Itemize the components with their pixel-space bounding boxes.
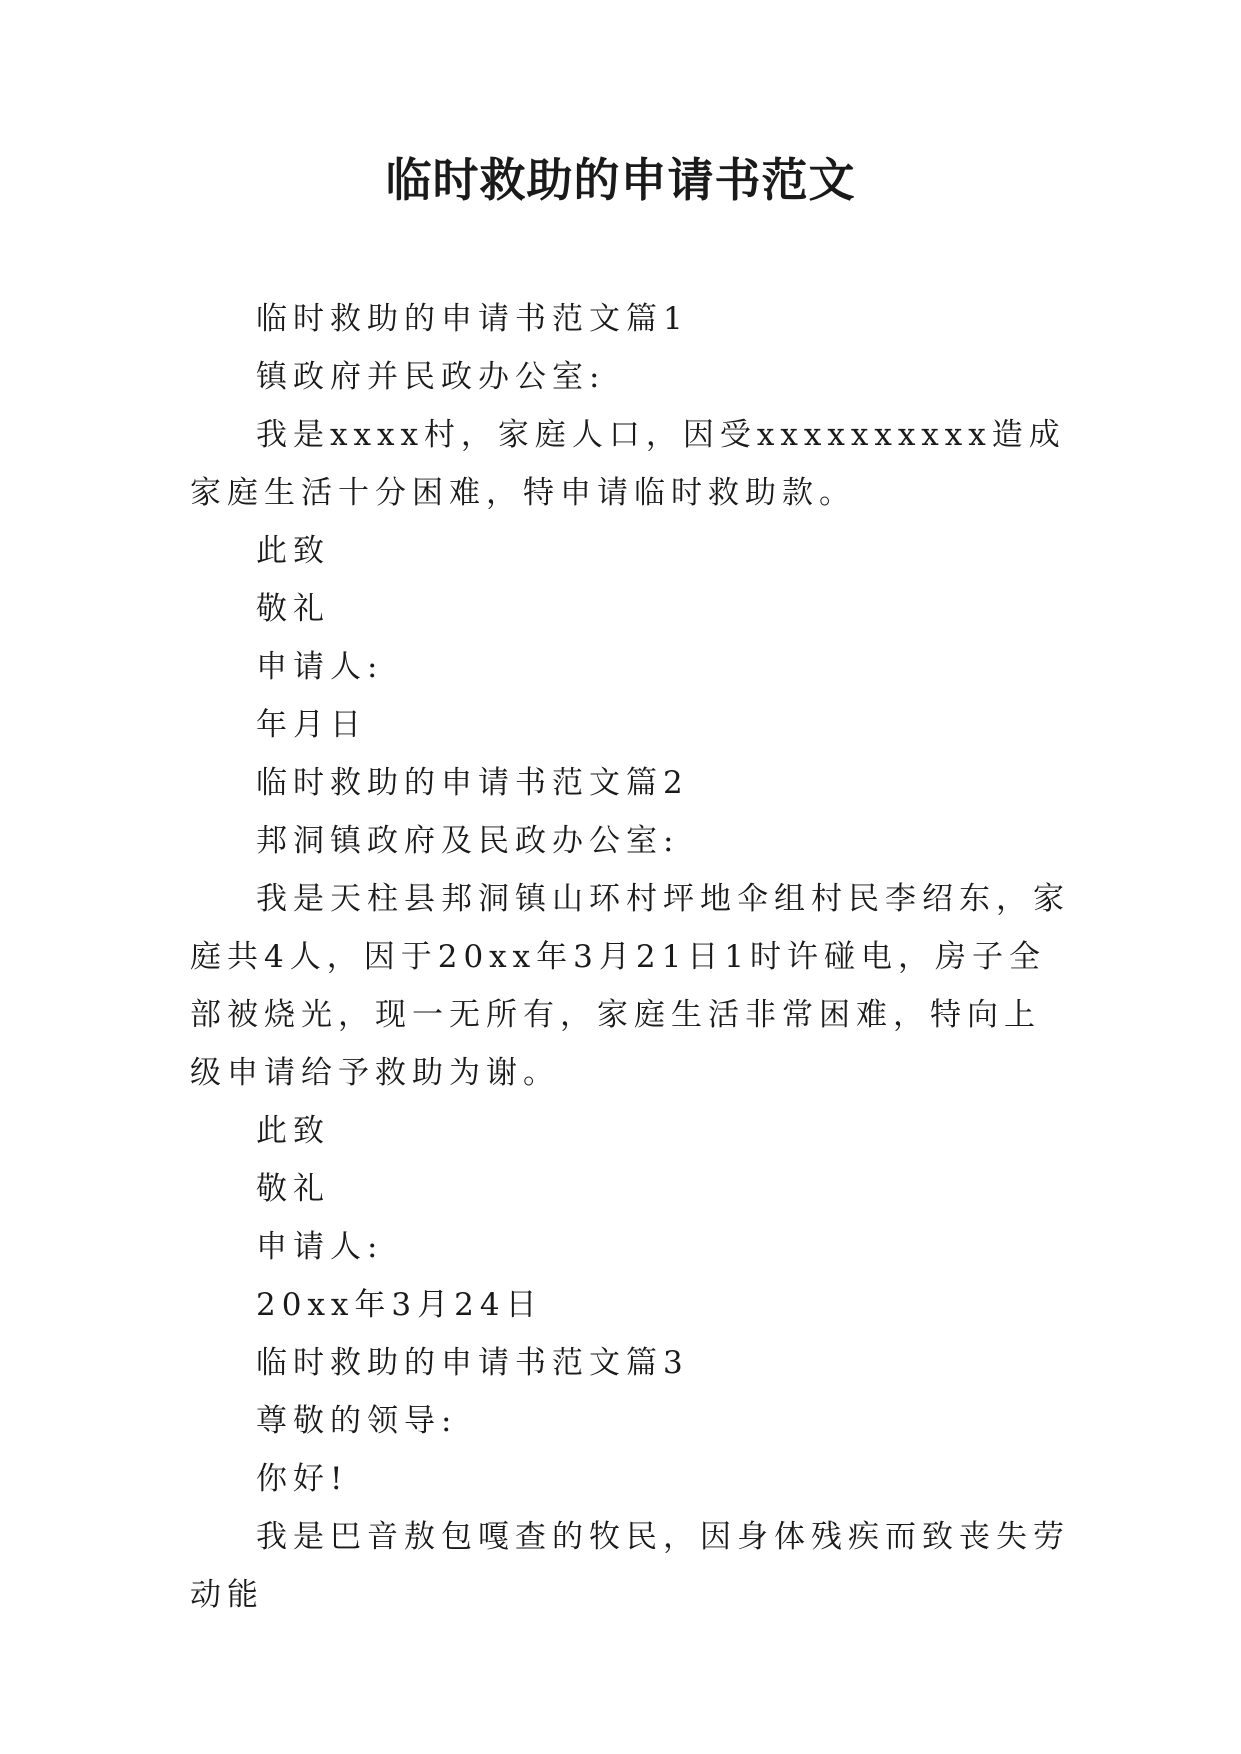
paragraph: 20xx年3月24日 <box>256 1287 543 1323</box>
paragraph: 临时救助的申请书范文篇1 <box>256 301 689 337</box>
paragraph: 申请人: <box>256 649 384 685</box>
document-body <box>190 290 1070 1624</box>
paragraph: 邦洞镇政府及民政办公室: <box>256 823 680 859</box>
paragraph: 你好! <box>256 1461 349 1497</box>
paragraph: 尊敬的领导: <box>256 1403 458 1439</box>
paragraph: 敬礼 <box>256 1171 330 1207</box>
paragraph: 敬礼 <box>256 591 330 627</box>
document-title: 临时救助的申请书范文 <box>385 153 856 207</box>
paragraph: 此致 <box>256 533 330 569</box>
paragraph: 年月日 <box>256 707 367 743</box>
paragraph: 我是xxxx村，家庭人口，因受xxxxxxxxxx造成家庭生活十分困难，特申请临时救助款。 <box>190 417 1066 511</box>
paragraph: 我是巴音敖包嘎查的牧民，因身体残疾而致丧失劳动能 <box>190 1519 1070 1613</box>
paragraph: 临时救助的申请书范文篇2 <box>256 765 689 801</box>
paragraph: 临时救助的申请书范文篇3 <box>256 1345 689 1381</box>
paragraph: 镇政府并民政办公室: <box>256 359 606 395</box>
paragraph: 此致 <box>256 1113 330 1149</box>
paragraph: 申请人: <box>256 1229 384 1265</box>
paragraph: 我是天柱县邦洞镇山环村坪地伞组村民李绍东，家庭共4人，因于20xx年3月21日1时许碰电，房子全部被烧光，现一无所有，家庭生活非常困难，特向上级申请给予救助为谢。 <box>190 881 1070 1091</box>
